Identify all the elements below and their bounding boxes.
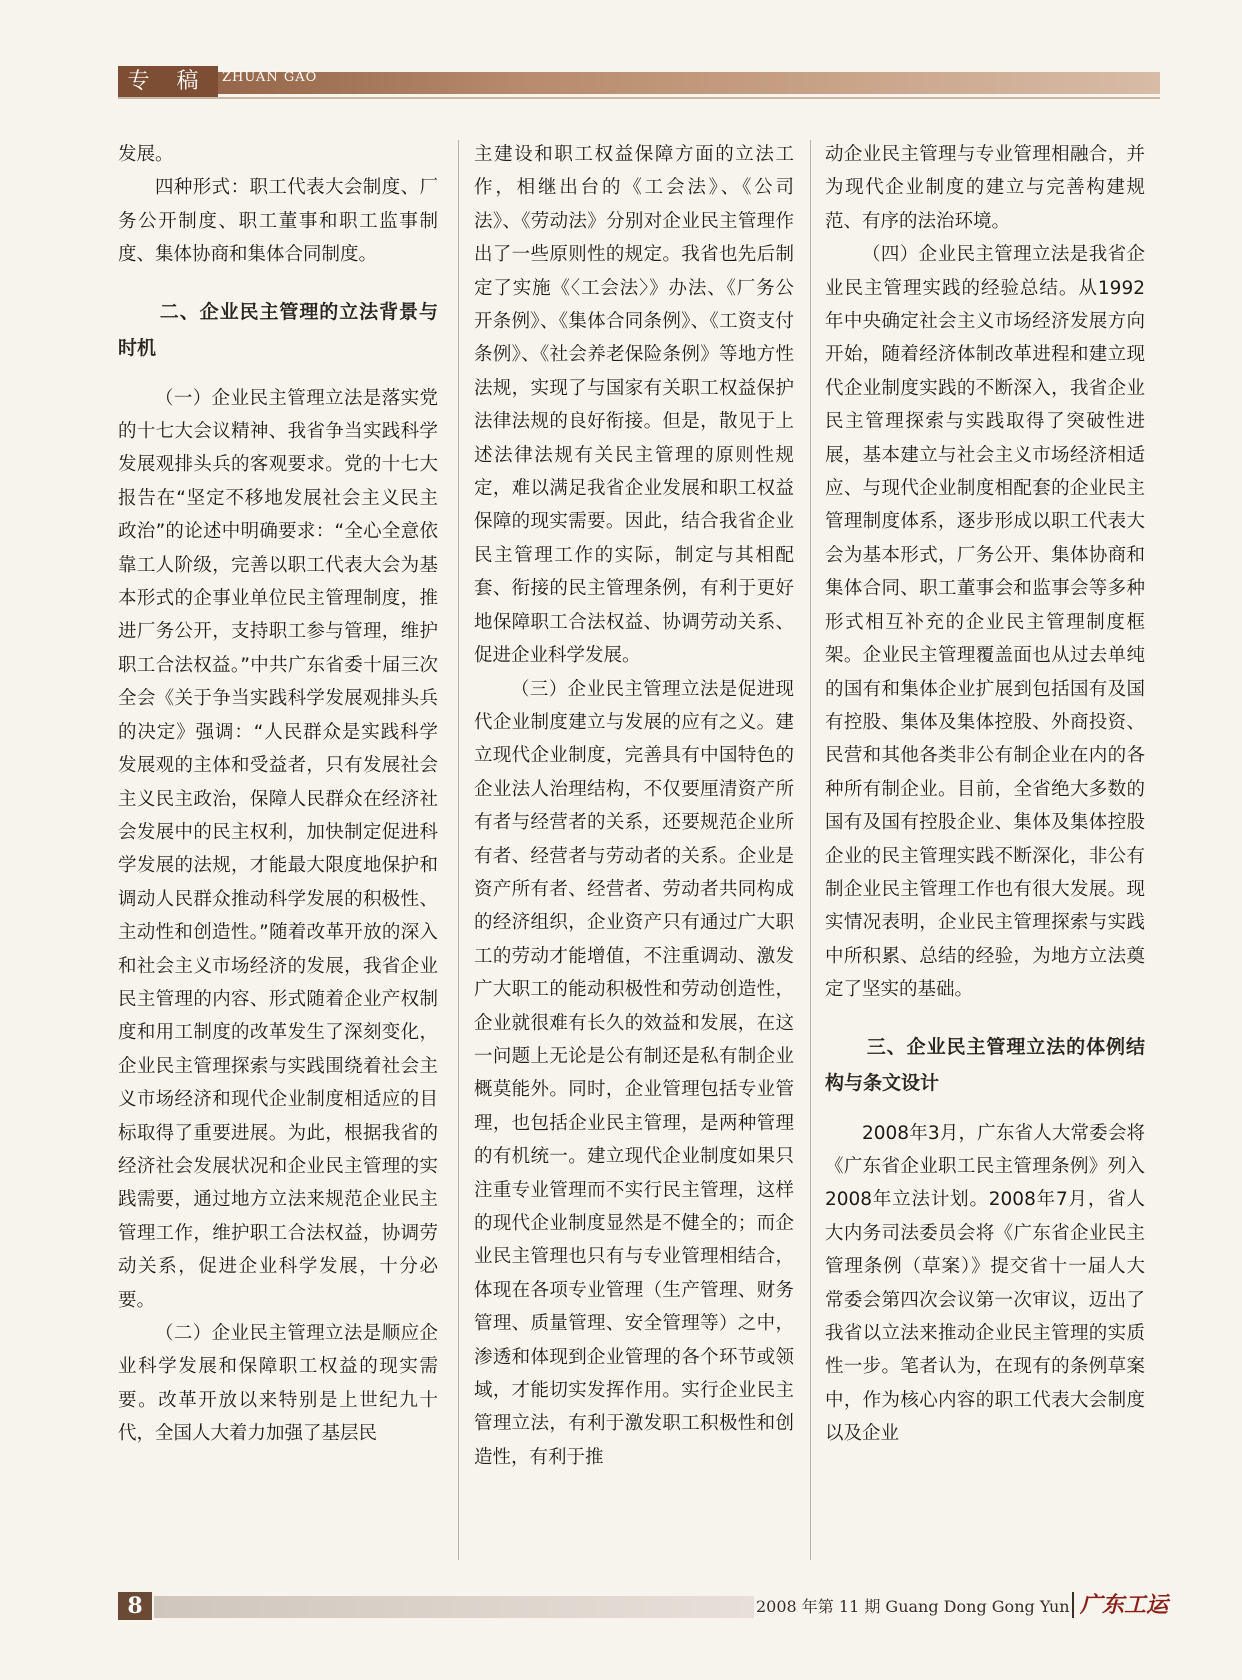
section-heading: 二、企业民主管理的立法背景与时机 <box>118 300 438 359</box>
column-divider <box>810 140 811 1560</box>
footer-band <box>154 1596 754 1618</box>
paragraph: 2008年3月，广东省人大常委会将《广东省企业职工民主管理条例》列入2008年立法计划。2008年7月，省人大内务司法委员会将《广东省企业民主管理条例（草案）》提交省十一届人大常委会第四次会议第一次审议，迈出了我省以立法来推动企业民主管理的实质性一步。笔者认为，在现有的条例草案中，作为核心内容的职工代表大会制度以及企业 <box>825 1122 1145 1445</box>
paragraph: 发展。 <box>118 144 174 165</box>
paragraph: （一）企业民主管理立法是落实党的十七大会议精神、我省争当实践科学发展观排头兵的客观要求。党的十七大报告在“坚定不移地发展社会主义民主政治”的论述中明确要求：“全心全意依靠工人阶级，完善以职工代表大会为基本形式的企事业单位民主管理制度，推进厂务公开，支持职工参与管理，维护职工合法权益。”中共广东省委十届三次全会《关于争当实践科学发展观排头兵的决定》强调：“人民群众是实践科学发展观的主体和受益者，只有发展社会主义民主政治，保障人民群众在经济社会发展中的民主权利，加快制定促进科学发展的法规，才能最大限度地保护和调动人民群众推动科学发展的积极性、主动性和创造性。”随着改革开放的深入和社会主义市场经济的发展，我省企业民主管理的内容、形式随着企业产权制度和用工制度的改革发生了深刻变化，企业民主管理探索与实践围绕着社会主义市场经济和现代企业制度相适应的目标取得了重要进展。为此，根据我省的经济社会发展状况和企业民主管理的实践需要，通过地方立法来规范企业民主管理工作，维护职工合法权益，协调劳动关系，促进企业科学发展，十分必要。 <box>118 387 438 1311</box>
column-tag-pinyin: ZHUAN GAO <box>222 70 318 85</box>
header-rule <box>118 97 1160 99</box>
footer-divider <box>1072 1592 1074 1618</box>
paragraph: 动企业民主管理与专业管理相融合，并为现代企业制度的建立与完善构建规范、有序的法治环境。 <box>825 144 1145 232</box>
section-heading: 三、企业民主管理立法的体例结构与条文设计 <box>825 1035 1145 1094</box>
page-number: 8 <box>118 1592 152 1620</box>
magazine-logo: 广东工运 <box>1080 1592 1169 1618</box>
paragraph: （三）企业民主管理立法是促进现代企业制度建立与发展的应有之义。建立现代企业制度，完善具有中国特色的企业法人治理结构，不仅要厘清资产所有者与经营者的关系，还要规范企业所有者、经营者与劳动者的关系。企业是资产所有者、经营者、劳动者共同构成的经济组织，企业资产只有通过广大职工的劳动才能增值，不注重调动、激发广大职工的能动积极性和劳动创造性，企业就很难有长久的效益和发展，在这一问题上无论是公有制还是私有制企业概莫能外。同时，企业管理包括专业管理，也包括企业民主管理，是两种管理的有机统一。建立现代企业制度如果只注重专业管理而不实行民主管理，这样的现代企业制度显然是不健全的；而企业民主管理也只有与专业管理相结合，体现在各项专业管理（生产管理、财务管理、质量管理、安全管理等）之中，渗透和体现到企业管理的各个环节或领域，才能切实发挥作用。实行企业民主管理立法，有利于激发职工积极性和创造性，有利于推 <box>474 678 794 1468</box>
issue-info: 2008 年第 11 期 Guang Dong Gong Yun <box>756 1597 1070 1616</box>
text-column-1 <box>118 138 438 1451</box>
text-column-3 <box>825 138 1145 1451</box>
paragraph: （二）企业民主管理立法是顺应企业科学发展和保障职工权益的现实需要。改革开放以来特别是上世纪九十代，全国人大着力加强了基层民 <box>118 1323 438 1445</box>
column-tag: 专 稿 <box>118 66 218 98</box>
text-column-2 <box>474 138 794 1474</box>
paragraph: 主建设和职工权益保障方面的立法工作，相继出台的《工会法》、《公司法》、《劳动法》分别对企业民主管理作出了一些原则性的规定。我省也先后制定了实施《〈工会法〉》办法、《厂务公开条例》、《集体合同条例》、《工资支付条例》、《社会养老保险条例》等地方性法规，实现了与国家有关职工权益保护法律法规的良好衔接。但是，散见于上述法律法规有关民主管理的原则性规定，难以满足我省企业发展和职工权益保障的现实需要。因此，结合我省企业民主管理工作的实际，制定与其相配套、衔接的民主管理条例，有利于更好地保障职工合法权益、协调劳动关系、促进企业科学发展。 <box>474 144 794 667</box>
paragraph: 四种形式：职工代表大会制度、厂务公开制度、职工董事和职工监事制度、集体协商和集体合同制度。 <box>118 177 438 266</box>
column-divider <box>458 140 459 1560</box>
paragraph: （四）企业民主管理立法是我省企业民主管理实践的经验总结。从1992年中央确定社会主义市场经济发展方向开始，随着经济体制改革进程和建立现代企业制度实践的不断深入，我省企业民主管理探索与实践取得了突破性进展，基本建立与社会主义市场经济相适应、与现代企业制度相配套的企业民主管理制度体系，逐步形成以职工代表大会为基本形式，厂务公开、集体协商和集体合同、职工董事会和监事会等多种形式相互补充的企业民主管理制度框架。企业民主管理覆盖面也从过去单纯的国有和集体企业扩展到包括国有及国有控股、集体及集体控股、外商投资、民营和其他各类非公有制企业在内的各种所有制企业。目前，全省绝大多数的国有及国有控股企业、集体及集体控股企业的民主管理实践不断深化，非公有制企业民主管理工作也有很大发展。现实情况表明，企业民主管理探索与实践中所积累、总结的经验，为地方立法奠定了坚实的基础。 <box>825 244 1145 1001</box>
